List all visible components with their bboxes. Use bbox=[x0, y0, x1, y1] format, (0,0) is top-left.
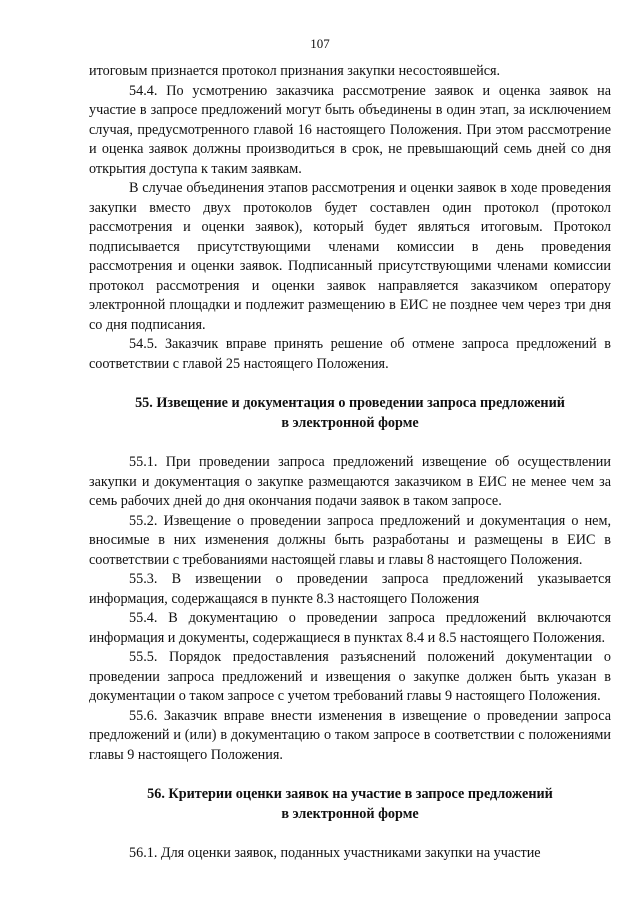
page-number: 107 bbox=[310, 36, 330, 51]
paragraph: 55.3. В извещении о проведении запроса предложений указывается информация, содержащаяся в пункте 8.3 настоящего Положения bbox=[89, 571, 611, 607]
paragraph: 55.2. Извещение о проведении запроса предложений и документация о нем, вносимые в них изменения должны быть разработаны и размещены в ЕИС в соответствии с требованиями настоящей главы и главы 8 настоящего Положения. bbox=[89, 512, 611, 568]
paragraph: В случае объединения этапов рассмотрения и оценки заявок в ходе проведения закупки вместо двух протоколов будет составлен один протокол (протокол рассмотрения и оценки заявок), который будет являться итоговым. Протокол подписывается присутствующими членами комиссии в день проведения рассмотрения и оценки заявок. Подписанный присутствующими членами комиссии протокол рассмотрения и оценки заявок направляется заказчиком оператору электронной площадки и подлежит размещению в ЕИС не позднее чем через три дня со дня подписания. bbox=[89, 180, 611, 333]
section-heading-line: в электронной форме bbox=[281, 414, 419, 431]
paragraph: 54.5. Заказчик вправе принять решение об отмене запроса предложений в соответствии с главой 25 настоящего Положения. bbox=[89, 336, 611, 372]
paragraph: 55.4. В документацию о проведении запроса предложений включаются информация и документы, содержащиеся в пунктах 8.4 и 8.5 настоящего Положения. bbox=[89, 610, 611, 646]
section-heading-line: 55. Извещение и документация о проведении запроса предложений bbox=[135, 395, 565, 411]
section-heading-line: 56. Критерии оценки заявок на участие в запросе предложений bbox=[147, 786, 553, 802]
paragraph: итоговым признается протокол признания закупки несостоявшейся. bbox=[89, 63, 501, 79]
section-heading-line: в электронной форме bbox=[281, 805, 419, 822]
paragraph: 54.4. По усмотрению заказчика рассмотрение заявок и оценка заявок на участие в запросе предложений могут быть объединены в один этап, за исключением случая, предусмотренного главой 16 настоящего Положения. При этом рассмотрение и оценка заявок должны производиться в срок, не превышающий семь дней со дня открытия доступа к таким заявкам. bbox=[89, 82, 611, 177]
document-body bbox=[89, 62, 611, 864]
paragraph: 55.1. При проведении запроса предложений извещение об осуществлении закупки и документация о закупке размещаются заказчиком в ЕИС не менее чем за семь рабочих дней до дня окончания подачи заявок в таком запросе. bbox=[89, 454, 611, 509]
section-heading bbox=[89, 394, 611, 433]
paragraph: 55.6. Заказчик вправе внести изменения в извещение о проведении запроса предложений и (или) в документацию о таком запросе в соответствии с положениями главы 9 настоящего Положения. bbox=[89, 707, 611, 763]
section-heading bbox=[89, 785, 611, 824]
paragraph: 56.1. Для оценки заявок, поданных участниками закупки на участие bbox=[129, 845, 541, 861]
paragraph: 55.5. Порядок предоставления разъяснений положений документации о проведении запроса предложений и извещения о закупке должен быть указан в документации о таком запросе с учетом требований главы 9 настоящего Положения. bbox=[89, 649, 611, 704]
